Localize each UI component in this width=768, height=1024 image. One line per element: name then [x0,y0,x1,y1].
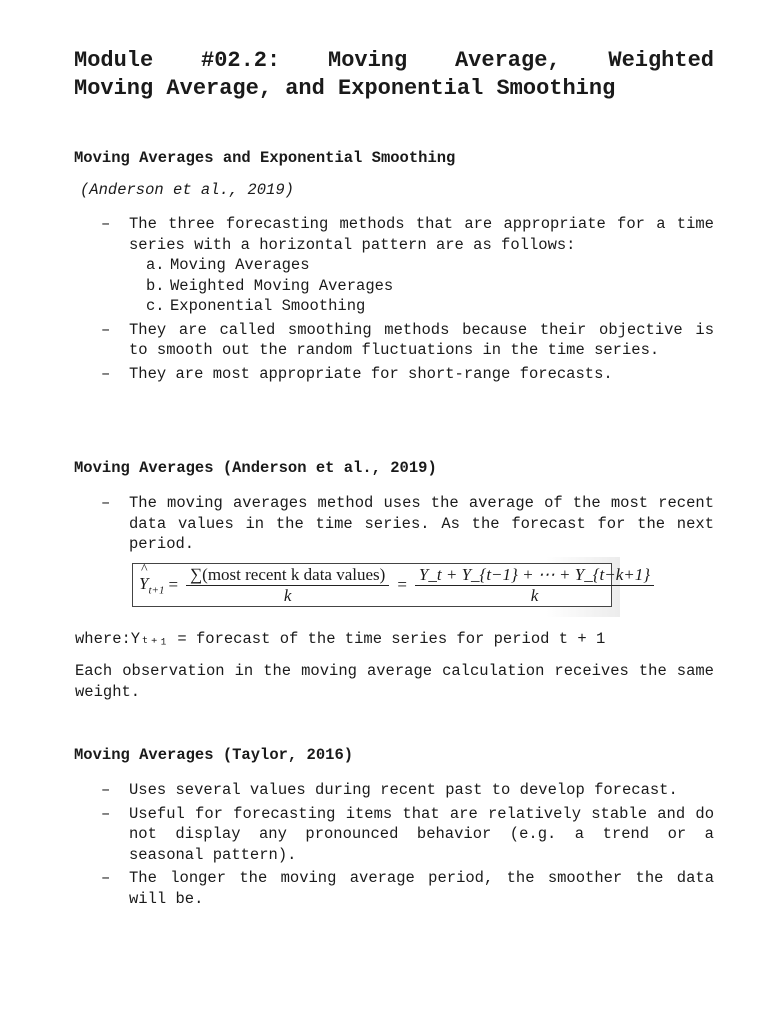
forecast-symbol [139,574,164,596]
list-item [74,868,714,909]
bullet-text: They are called smoothing methods because their objective is to smooth out the random fluctuations in the time series. [129,320,714,359]
method-label: Exponential Smoothing [170,297,366,315]
bullet-dash: – [101,804,111,823]
bullet-list [74,214,714,384]
list-item [74,214,714,317]
bullet-dash: – [101,364,111,383]
fraction-denominator: k [530,585,539,605]
bullet-dash: – [101,494,111,512]
method-label: Weighted Moving Averages [170,276,394,295]
bullet-dash: – [101,215,111,233]
list-item [146,276,714,297]
bullet-list [74,780,714,909]
equals-sign: = [168,575,179,594]
fraction-denominator: k [283,585,292,605]
section-heading: Moving Averages and Exponential Smoothing [74,149,456,167]
page-title [74,47,714,103]
where-definition: where:Yₜ₊₁ = forecast of the time series for period t + 1 [75,630,606,648]
bullet-dash: – [101,869,111,887]
list-item [74,364,714,385]
forecast-y-hat: ^ Y [139,574,148,594]
fraction-sum [186,565,389,606]
forecast-subscript: t+1 [148,584,165,597]
title-line-2: Moving Average, and Exponential Smoothing [74,76,616,101]
section-smoothing-overview [74,148,714,384]
formula-image [128,557,651,617]
title-line-1: Module #02.2: Moving Average, Weighted [74,48,714,73]
bullet-text: The moving averages method uses the average of the most recent data values in the time series. As the forecast for the next period. [129,494,714,553]
bullet-text: The three forecasting methods that are appropriate for a time series with a horizontal pattern are as follows: [129,215,714,254]
section-heading: Moving Averages (Anderson et al., 2019) [74,459,437,477]
equals-sign: = [397,575,407,594]
method-label: Moving Averages [170,256,310,274]
methods-list [129,255,714,317]
list-item [74,320,714,361]
bullet-text: The longer the moving average period, the smoother the data will be. [129,869,714,908]
moving-average-formula [132,563,651,607]
bullet-text: They are most appropriate for short-range forecasts. [129,364,613,383]
equal-weight-note: Each observation in the moving average calculation receives the same weight. [75,662,714,701]
list-marker: a. [146,256,165,274]
list-item [74,780,714,801]
list-marker: b. [146,276,165,295]
fraction-numerator: ∑(most recent k data values) [186,565,389,586]
bullet-dash: – [101,781,111,799]
section-moving-averages-taylor [74,745,714,909]
bullet-text: Useful for forecasting items that are relatively stable and do not display any pronounced behavior (e.g. a trend or a seasonal pattern). [129,804,714,864]
list-item [74,804,714,866]
fraction-expanded [415,565,654,606]
list-item [146,296,714,317]
list-item [146,255,714,276]
bullet-dash: – [101,320,111,339]
citation: (Anderson et al., 2019) [80,181,294,199]
fraction-numerator: Y_t + Y_{t−1} + ⋯ + Y_{t−k+1} [415,565,654,586]
list-marker: c. [146,297,165,315]
bullet-list [74,493,714,555]
section-heading: Moving Averages (Taylor, 2016) [74,746,354,764]
list-item [74,493,714,555]
section-moving-averages-anderson [74,458,714,555]
bullet-text: Uses several values during recent past to develop forecast. [129,781,678,799]
